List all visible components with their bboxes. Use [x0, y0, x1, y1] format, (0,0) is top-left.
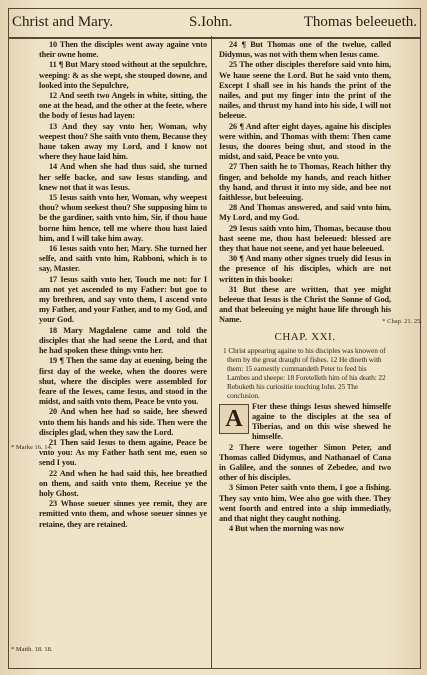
verse: 20 And when hee had so saide, hee shewed vnto them his hands and his side. Then were the disciples glad, when they saw the Lord. — [39, 407, 207, 437]
verse: 17 Iesus saith vnto her, Touch me not: for I am not yet ascended to my Father: but goe to my brethren, and say vnto them, I ascend vnto my Father, and your Father, and to my God, and your God. — [39, 274, 207, 325]
verse: 4 But when the morning was now — [229, 524, 345, 534]
left-column — [39, 40, 207, 530]
verse: 24 ¶ But Thomas one of the twelue, called Didymus, was not with them when Iesus came. — [219, 40, 391, 60]
verse: Fter these things Iesus shewed himselfe againe to the disciples at the sea of Tiberias, and on this wise shewed he himselfe. — [252, 401, 391, 442]
column-divider — [211, 36, 212, 668]
verse: 28 And Thomas answered, and said vnto him, My Lord, and my God. — [219, 203, 391, 223]
verse: 27 Then saith he to Thomas, Reach hither thy finger, and beholde my hands, and reach hither thy hand, and thrust it into my side, and bee not faithlesse, but beleeuing. — [219, 162, 391, 203]
verse: 18 Mary Magdalene came and told the disciples that she had seene the Lord, and that he had spoken these things vnto her. — [39, 325, 207, 356]
verse: 10 Then the disciples went away againe vnto their owne home. — [39, 40, 207, 60]
chapter-summary: 1 Christ appearing againe to his disciples was knowen of them by the great draught of fishes. 12 He dineth with them: 15 earnestly commandeth Peter to feed his Lambes and sheepe: 18 Foretelleth him of his death: 22 Rebuketh his curiositie touching Iohn. 25 The conclusion. — [223, 345, 386, 400]
chapter-heading: CHAP. XXI. — [274, 330, 336, 343]
verse: 29 Iesus saith vnto him, Thomas, because thou hast seene me, thou hast beleeued: blessed are they that haue not seene, and yet haue beleeued. — [219, 223, 391, 254]
header-left-title: Christ and Mary. — [12, 14, 114, 30]
verse: 22 And when he had said this, hee breathed on them, and saith vnto them, Receiue ye the holy Ghost. — [39, 468, 207, 498]
verse: 31 But these are written, that yee might beleeue that Iesus is the Christ the Sonne of God, and that beleeuing ye might haue life through his Name. — [219, 284, 391, 325]
verse: 26 ¶ And after eight dayes, againe his disciples were within, and Thomas with them: Then came Iesus, the doores being shut, and stood in the midst, and said, Peace be vnto you. — [219, 121, 391, 162]
verse: 12 And seeth two Angels in white, sitting, the one at the head, and the other at the feete, where the body of Iesus had layen: — [39, 91, 207, 121]
verse: 14 And when she had thus said, she turned her selfe backe, and saw Iesus standing, and knew not that it was Iesus. — [39, 162, 207, 192]
verse: 30 ¶ And many other signes truely did Iesus in the presence of his disciples, which are not written in this booke: — [219, 254, 391, 284]
text-frame — [8, 36, 421, 669]
verse: 25 The other disciples therefore said vnto him, We haue seene the Lord. But he said vnto them, Except I shall see in his hands the print of the nailes, and put my finger into the print of the nailes, and thrust my hand into his side, I will not beleeue. — [219, 60, 391, 121]
verse: 23 Whose soeuer sinnes yee remit, they are remitted vnto them, and whose soeuer sinnes ye retaine, they are retained. — [39, 499, 207, 529]
verse: 21 Then said Iesus to them againe, Peace be vnto you: As my Father hath sent me, euen so send I you. — [39, 437, 207, 468]
decorated-initial: A — [219, 404, 249, 434]
margin-note: * Matth. 18. 18. — [11, 646, 53, 653]
margin-note: * Marke 16. 14. — [11, 444, 53, 451]
verse: 16 Iesus saith vnto her, Mary. She turned her selfe, and saith vnto him, Rabboni, which is to say, Master. — [39, 244, 207, 274]
verse: 19 ¶ Then the same day at euening, being the first day of the weeke, when the doores were shut, where the disciples were assembled for feare of the Iewes, came Iesus, and stood in the midst, and saith vnto them, Peace be vnto you. — [39, 356, 207, 407]
verse: 15 Iesus saith vnto her, Woman, why weepest thou? whom seekest thou? She supposing him to be the gardiner, saith vnto him, Sir, if thou haue borne him hence, tell me where thou hast laied him, and I will take him away. — [39, 193, 207, 243]
margin-note: * Chap. 21. 25. — [382, 318, 422, 325]
verse: 11 ¶ But Mary stood without at the sepulchre, weeping: & as she wept, she stouped downe, and looked into the Sepulchre, — [39, 60, 207, 90]
running-header — [8, 8, 421, 39]
header-right-title: Thomas beleeueth. — [303, 14, 417, 30]
header-book-title: S.Iohn. — [189, 14, 233, 30]
verse: 13 And they say vnto her, Woman, why weepest thou? She saith vnto them, Because they haue taken away my Lord, and I know not where they haue laid him. — [39, 121, 207, 162]
verse: 3 Simon Peter saith vnto them, I goe a fishing. They say vnto him, Wee also goe with thee. They went foorth and entred into a ship immediatly, and that night they caught nothing. — [219, 483, 391, 523]
right-column — [219, 40, 391, 534]
verse: 2 There were together Simon Peter, and Thomas called Didymus, and Nathanael of Cana in Galilee, and the sonnes of Zebedee, and two other of his disciples. — [219, 442, 391, 483]
